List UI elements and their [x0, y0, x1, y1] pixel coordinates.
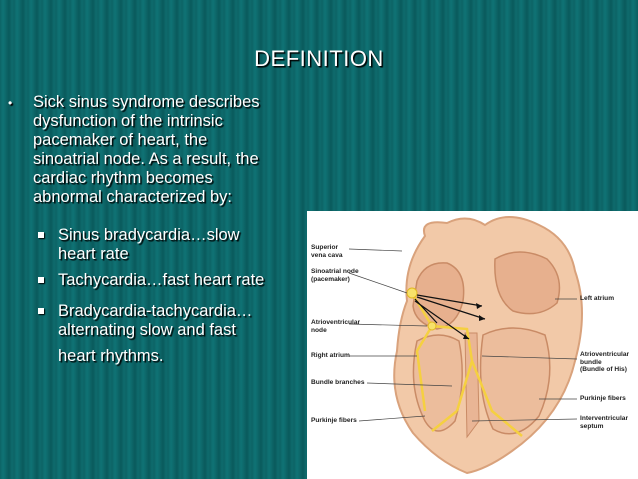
interventricular-septum — [465, 333, 479, 437]
intro-line: dysfunction of the intrinsic — [33, 112, 223, 130]
sa-node-icon — [407, 288, 417, 298]
sub-bullet-line: heart rhythms. — [58, 347, 164, 365]
sub-bullet-line: alternating slow and fast — [58, 321, 236, 339]
label-atrioventricular-node: Atrioventricular node — [311, 319, 361, 334]
label-purkinje-fibers-left: Purkinje fibers — [311, 417, 357, 424]
sub-bullet-line: Sinus bradycardia…slow — [58, 226, 240, 244]
slide-title: DEFINITION — [254, 46, 384, 71]
square-bullet-icon — [38, 232, 44, 238]
label-interventricular-septum: Interventricular septum — [580, 415, 629, 430]
intro-line: abnormal characterized by: — [33, 188, 233, 206]
sub-bullet-line: Bradycardia-tachycardia… — [58, 302, 253, 320]
label-sinoatrial-node: Sinoatrial node (pacemaker) — [311, 268, 359, 283]
square-bullet-icon — [38, 277, 44, 283]
square-bullet-icon — [38, 308, 44, 314]
label-atrioventricular-bundle: Atrioventricular bundle (Bundle of His) — [580, 351, 630, 373]
intro-line: sinoatrial node. As a result, the — [33, 150, 259, 168]
label-purkinje-fibers-right: Purkinje fibers — [580, 395, 626, 402]
intro-line: pacemaker of heart, the — [33, 131, 208, 149]
av-node-icon — [428, 322, 436, 330]
label-left-atrium: Left atrium — [580, 295, 615, 302]
intro-paragraph — [33, 93, 295, 207]
intro-line: Sick sinus syndrome describes — [33, 93, 260, 111]
label-right-atrium: Right atrium — [311, 352, 350, 359]
intro-line: cardiac rhythm becomes — [33, 169, 213, 187]
bullet-icon: • — [8, 96, 13, 110]
sub-bullet-line: Tachycardia…fast heart rate — [58, 271, 265, 289]
label-bundle-branches: Bundle branches — [311, 379, 365, 386]
heart-diagram — [307, 211, 638, 479]
heart-conduction-figure — [307, 211, 638, 479]
label-superior-vena-cava: Superior vena cava — [311, 244, 343, 259]
sub-bullet-line: heart rate — [58, 245, 129, 263]
